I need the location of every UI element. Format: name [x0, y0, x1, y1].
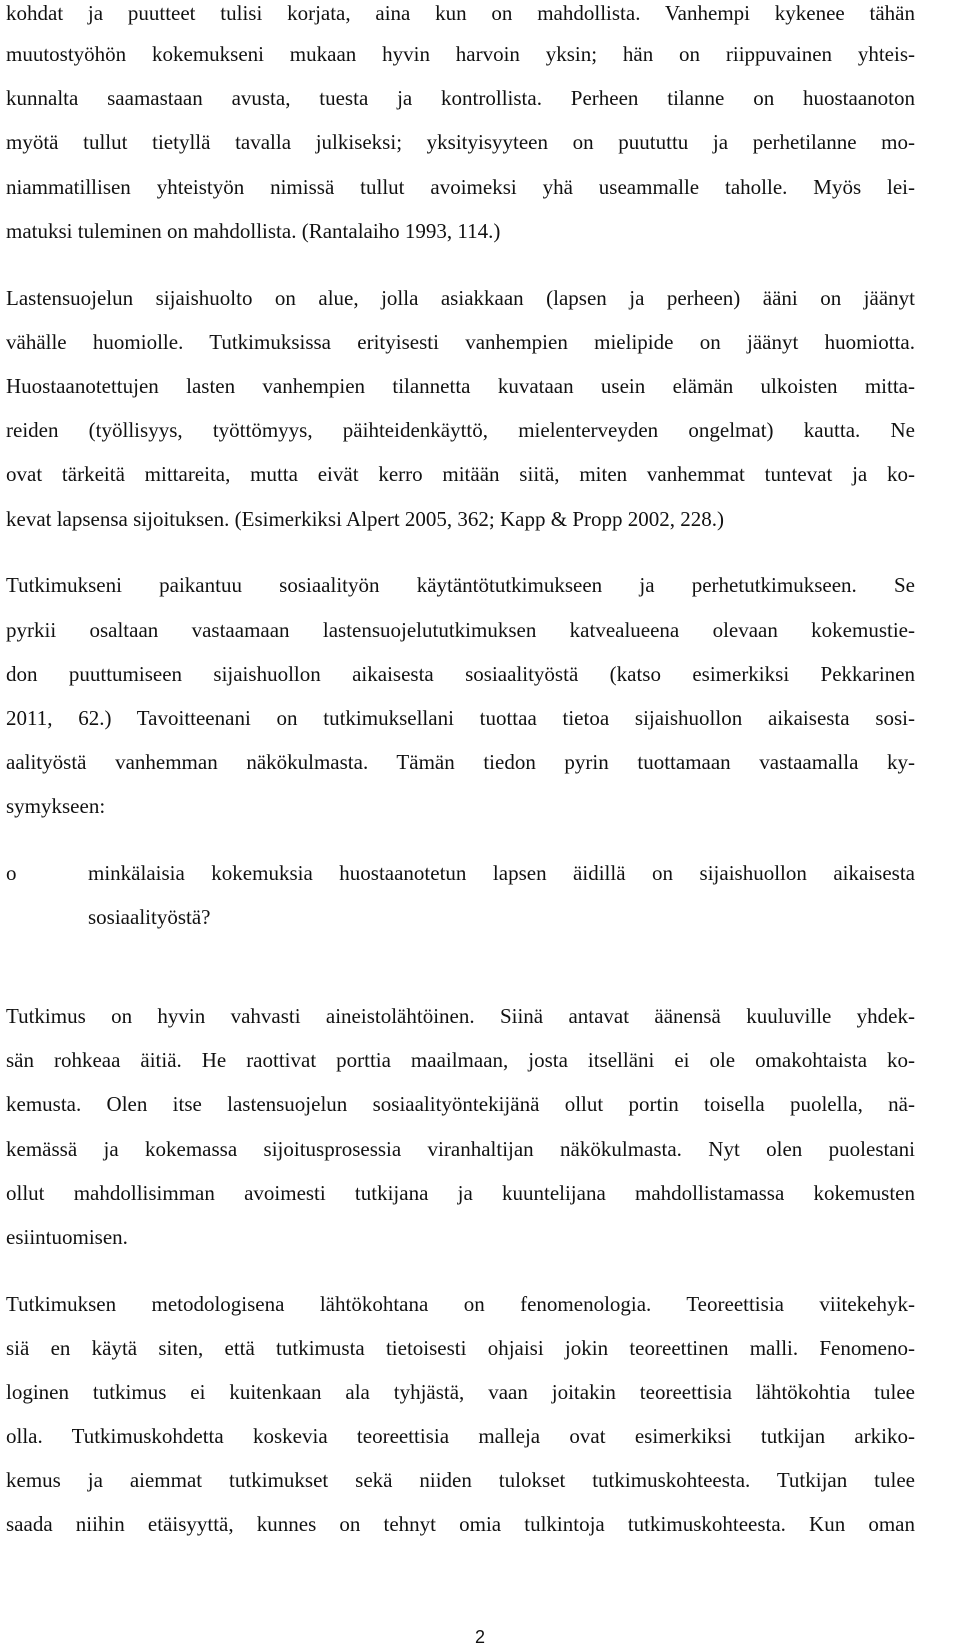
text-line: kunnalta saamastaan avusta, tuesta ja kontrollista. Perheen tilanne on huostaanoton	[6, 86, 915, 110]
text-line: ollut mahdollisimman avoimesti tutkijana ja kuuntelijana mahdollistamassa kokemusten	[6, 1181, 915, 1205]
text-line: ovat tärkeitä mittareita, mutta eivät kerro mitään siitä, miten vanhemmat tuntevat ja ko-	[6, 462, 915, 486]
text-line: kemusta. Olen itse lastensuojelun sosiaalityöntekijänä ollut portin toisella puolella, nä-	[6, 1092, 915, 1116]
page-number: 2	[474, 1627, 485, 1647]
text-line: Lastensuojelun sijaishuolto on alue, jolla asiakkaan (lapsen ja perheen) ääni on jäänyt	[6, 286, 915, 310]
text-line: Tutkimukseni paikantuu sosiaalityön käytäntötutkimukseen ja perhetutkimukseen. Se	[6, 573, 915, 597]
text-line: niammatillisen yhteistyön nimissä tullut avoimeksi yhä useammalle taholle. Myös lei-	[6, 175, 915, 199]
text-line: kemässä ja kokemassa sijoitusprosessia viranhaltijan näkökulmasta. Nyt olen puolestani	[6, 1137, 915, 1161]
text-line: reiden (työllisyys, työttömyys, päihteidenkäyttö, mielenterveyden ongelmat) kautta. Ne	[6, 418, 915, 442]
text-line: Huostaanotettujen lasten vanhempien tilannetta kuvataan usein elämän ulkoisten mitta-	[6, 374, 915, 398]
text-line: saada niihin etäisyyttä, kunnes on tehnyt omia tulkintoja tutkimuskohteesta. Kun oman	[6, 1512, 915, 1536]
text-line: siä en käytä siten, että tutkimusta tietoisesti ohjaisi jokin teoreettinen malli. Fenomeno-	[6, 1336, 915, 1360]
bullet-text-line: minkälaisia kokemuksia huostaanotetun lapsen äidillä on sijaishuollon aikaisesta	[88, 861, 915, 885]
text-line: kemus ja aiemmat tutkimukset sekä niiden tulokset tutkimuskohteesta. Tutkijan tulee	[6, 1468, 915, 1492]
text-line: kohdat ja puutteet tulisi korjata, aina kun on mahdollista. Vanhempi kykenee tähän	[6, 1, 915, 25]
text-line: 2011, 62.) Tavoitteenani on tutkimuksellani tuottaa tietoa sijaishuollon aikaisesta sosi-	[6, 706, 915, 730]
text-line: kevat lapsensa sijoituksen. (Esimerkiksi Alpert 2005, 362; Kapp & Propp 2002, 228.)	[6, 507, 724, 531]
text-line: loginen tutkimus ei kuitenkaan ala tyhjästä, vaan joitakin teoreettisia lähtökohtia tulee	[6, 1380, 915, 1404]
text-line: olla. Tutkimuskohdetta koskevia teoreettisia malleja ovat esimerkiksi tutkijan arkiko-	[6, 1424, 915, 1448]
text-line: sän rohkeaa äitiä. He raottivat porttia maailmaan, josta itselläni ei ole omakohtaista ko-	[6, 1048, 915, 1072]
text-line: vähälle huomiolle. Tutkimuksissa erityisesti vanhempien mielipide on jäänyt huomiotta.	[6, 330, 915, 354]
bullet-marker: o	[6, 861, 17, 885]
text-line: don puuttumiseen sijaishuollon aikaisesta sosiaalityöstä (katso esimerkiksi Pekkarinen	[6, 662, 915, 686]
text-line: muutostyöhön kokemukseni mukaan hyvin harvoin yksin; hän on riippuvainen yhteis-	[6, 42, 915, 66]
text-line: symykseen:	[6, 794, 106, 818]
text-line: Tutkimus on hyvin vahvasti aineistolähtöinen. Siinä antavat äänensä kuuluville yhdek-	[6, 1004, 915, 1028]
bullet-text-line: sosiaalityöstä?	[88, 905, 211, 929]
text-line: aalityöstä vanhemman näkökulmasta. Tämän tiedon pyrin tuottamaan vastaamalla ky-	[6, 750, 915, 774]
text-line: esiintuomisen.	[6, 1225, 128, 1249]
text-line: Tutkimuksen metodologisena lähtökohtana on fenomenologia. Teoreettisia viitekehyk-	[6, 1292, 915, 1316]
text-line: pyrkii osaltaan vastaamaan lastensuojelututkimuksen katvealueena olevaan kokemustie-	[6, 618, 915, 642]
text-line: myötä tullut tietyllä tavalla julkiseksi; yksityisyyteen on puututtu ja perhetilanne mo-	[6, 130, 915, 154]
text-line: matuksi tuleminen on mahdollista. (Rantalaiho 1993, 114.)	[6, 219, 501, 243]
